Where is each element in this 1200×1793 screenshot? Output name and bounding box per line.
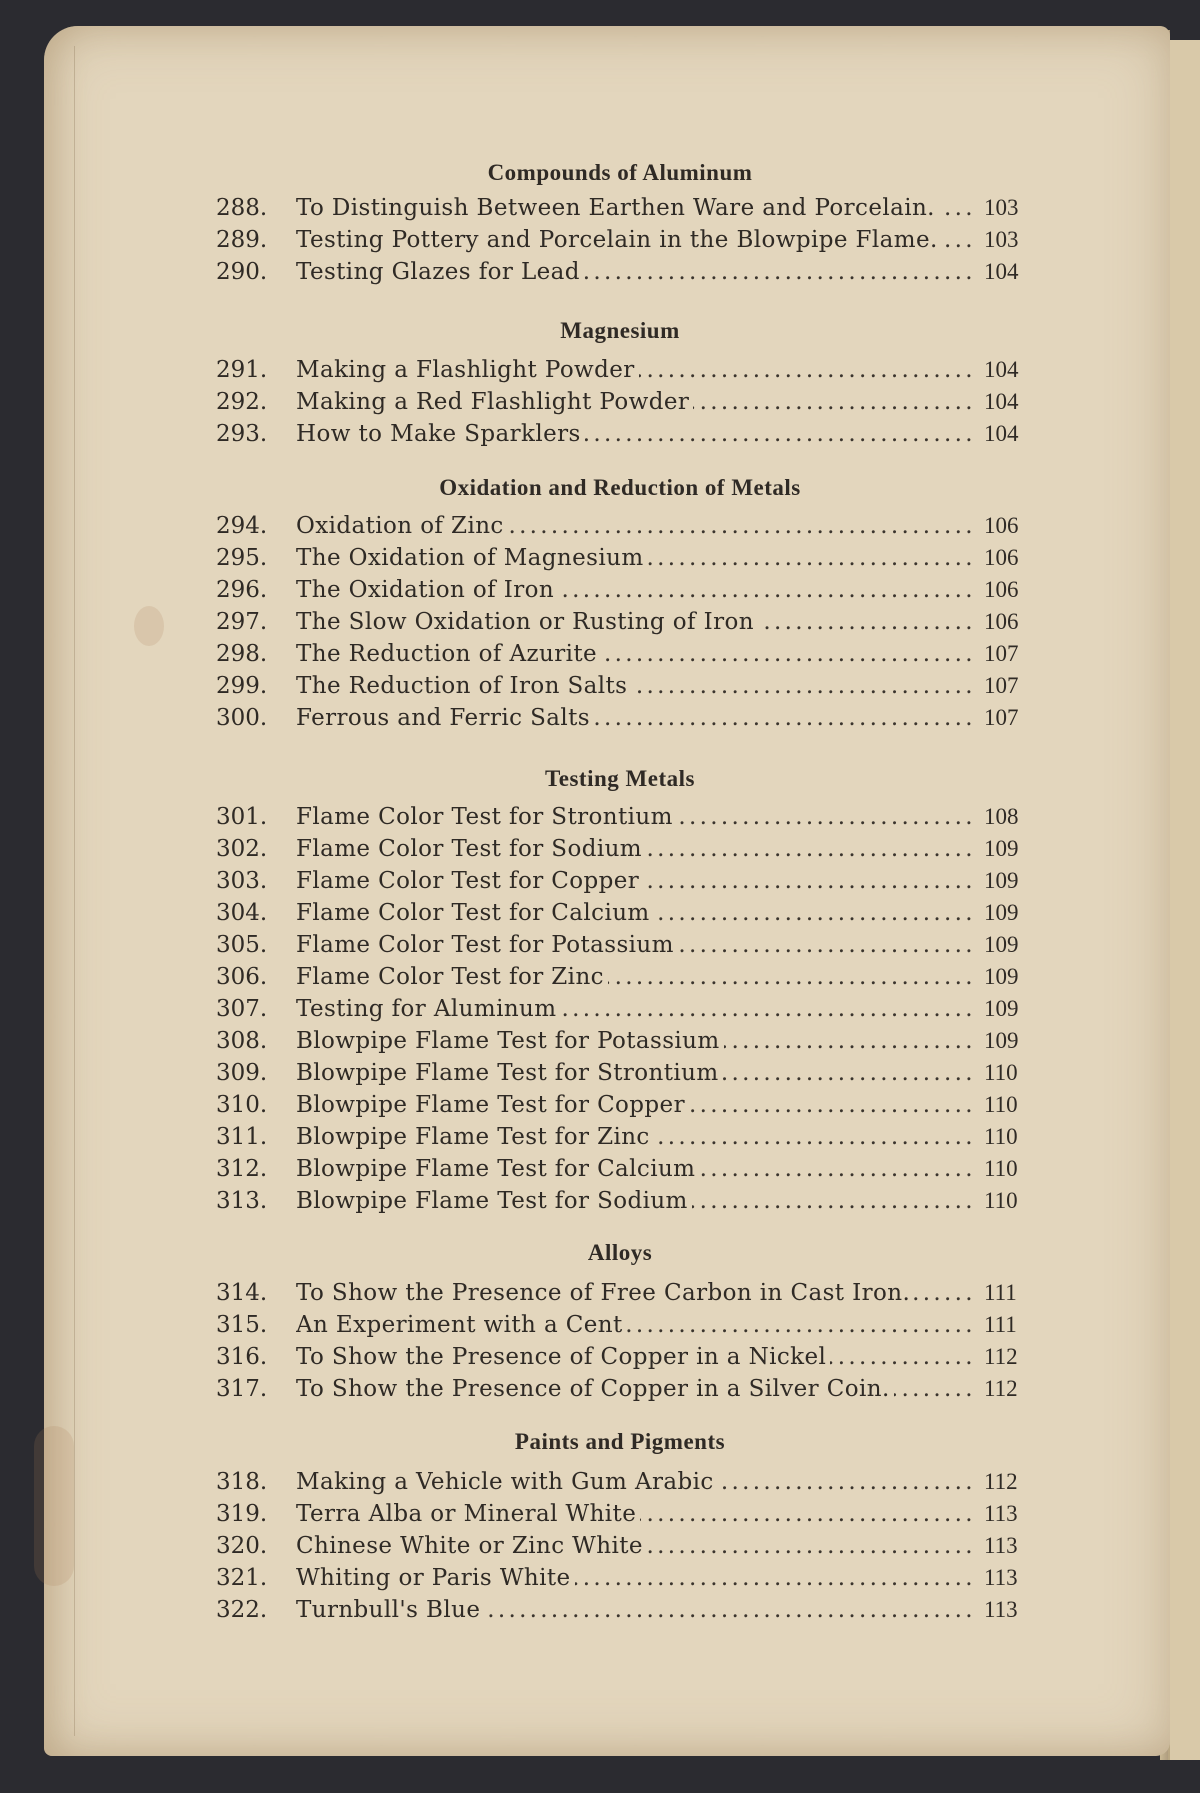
entry-number: 290. [216,259,268,285]
entry-number: 296. [216,577,268,603]
toc-entry [0,898,1200,928]
entry-number: 291. [216,357,268,383]
entry-page: 110 [984,1124,1018,1149]
entry-number: 307. [216,996,268,1022]
entry-title: Ferrous and Ferric Salts . . . [296,703,976,733]
entry-title: To Show the Presence of Copper in a Silver Coin. . . . [296,1374,976,1404]
entry-page: 106 [984,513,1019,538]
entry-number: 292. [216,389,268,415]
entry-number: 319. [216,1501,268,1527]
toc-entry [0,575,1200,605]
entry-title: Flame Color Test for Strontium . . . [296,802,976,832]
entry-page: 112 [984,1469,1018,1494]
toc-entry [0,1278,1200,1308]
entry-page: 106 [984,577,1019,602]
toc-entry [0,1374,1200,1404]
entry-title: The Reduction of Azurite . . . [296,639,976,669]
toc-entry [0,639,1200,669]
entry-title: Testing for Aluminum . . . [296,994,976,1024]
toc-entry [0,1310,1200,1340]
section-heading: Magnesium [560,318,680,343]
entry-number: 321. [216,1565,268,1591]
entry-number: 322. [216,1597,268,1623]
entry-title: Whiting or Paris White . . . [296,1563,976,1593]
toc-entry [0,1467,1200,1497]
entry-page: 110 [984,1156,1018,1181]
toc-entry [0,225,1200,255]
entry-number: 288. [216,195,268,221]
entry-page: 109 [984,964,1019,989]
entry-number: 300. [216,705,268,731]
toc-entry [0,257,1200,287]
entry-page: 103 [984,227,1019,252]
entry-page: 113 [984,1501,1018,1526]
entry-title: Blowpipe Flame Test for Sodium . . . [296,1186,976,1216]
toc-entry [0,1595,1200,1625]
entry-page: 109 [984,868,1019,893]
toc-entry [0,866,1200,896]
entry-title: Turnbull's Blue . . . [296,1595,976,1625]
toc-entry [0,834,1200,864]
entry-page: 104 [984,259,1019,284]
entry-number: 316. [216,1344,268,1370]
entry-page: 109 [984,900,1019,925]
toc-entry [0,193,1200,223]
entry-title: Making a Flashlight Powder . . . [296,355,976,385]
toc-entry [0,1186,1200,1216]
entry-title: Blowpipe Flame Test for Strontium . . . [296,1058,976,1088]
entry-title: Blowpipe Flame Test for Potassium . . . [296,1026,976,1056]
toc-entry [0,543,1200,573]
entry-number: 304. [216,900,268,926]
entry-number: 305. [216,932,268,958]
entry-page: 111 [984,1312,1017,1337]
entry-title: Making a Red Flashlight Powder . . . [296,387,976,417]
section-heading: Compounds of Aluminum [487,160,753,185]
entry-title: The Oxidation of Magnesium . . . [296,543,976,573]
toc-entry [0,703,1200,733]
entry-page: 113 [984,1597,1018,1622]
entry-number: 318. [216,1469,268,1495]
toc-entry [0,1342,1200,1372]
toc-entry [0,930,1200,960]
section-heading: Paints and Pigments [514,1429,726,1454]
toc-entry [0,802,1200,832]
toc-entry [0,1026,1200,1056]
toc-entry [0,671,1200,701]
entry-title: Chinese White or Zinc White . . . [296,1531,976,1561]
entry-title: Testing Glazes for Lead . . . [296,257,976,287]
entry-page: 106 [984,609,1019,634]
entry-title: Oxidation of Zinc . . . [296,511,976,541]
toc-entry [0,1531,1200,1561]
entry-number: 294. [216,513,268,539]
toc-entry [0,962,1200,992]
entry-number: 295. [216,545,268,571]
section-heading: Oxidation and Reduction of Metals [439,475,801,500]
toc-entry [0,355,1200,385]
toc-entry [0,1563,1200,1593]
entry-title: Flame Color Test for Zinc . . . [296,962,976,992]
entry-number: 302. [216,836,268,862]
entry-title: To Show the Presence of Copper in a Nickel . . . [296,1342,976,1372]
entry-number: 289. [216,227,268,253]
toc-entry [0,994,1200,1024]
entry-number: 317. [216,1376,268,1402]
toc-entry [0,1499,1200,1529]
entry-page: 108 [984,804,1019,829]
entry-number: 308. [216,1028,268,1054]
entry-number: 320. [216,1533,268,1559]
entry-page: 103 [984,195,1019,220]
entry-page: 109 [984,836,1019,861]
entry-page: 109 [984,1028,1019,1053]
entry-page: 107 [984,673,1019,698]
entry-title: The Slow Oxidation or Rusting of Iron . . . [296,607,976,637]
entry-number: 312. [216,1156,268,1182]
entry-number: 314. [216,1280,268,1306]
toc-entry [0,1090,1200,1120]
entry-page: 110 [984,1060,1018,1085]
entry-number: 306. [216,964,268,990]
entry-title: The Reduction of Iron Salts . . . [296,671,976,701]
entry-page: 104 [984,389,1019,414]
entry-page: 112 [984,1344,1018,1369]
entry-title: An Experiment with a Cent . . . [296,1310,976,1340]
toc-entry [0,1058,1200,1088]
entry-number: 311. [216,1124,268,1150]
entry-title: Blowpipe Flame Test for Copper . . . [296,1090,976,1120]
entry-page: 111 [984,1280,1017,1305]
entry-number: 313. [216,1188,268,1214]
entry-page: 104 [984,357,1019,382]
entry-page: 109 [984,932,1019,957]
entry-page: 104 [984,421,1019,446]
entry-title: Flame Color Test for Potassium . . . [296,930,976,960]
toc-entry [0,1154,1200,1184]
toc-entry [0,1122,1200,1152]
entry-title: To Distinguish Between Earthen Ware and Porcelain. . . . [296,193,976,223]
entry-title: Blowpipe Flame Test for Calcium . . . [296,1154,976,1184]
section-heading: Alloys [587,1240,653,1265]
entry-page: 112 [984,1376,1018,1401]
entry-page: 110 [984,1188,1018,1213]
entry-title: Terra Alba or Mineral White . . . [296,1499,976,1529]
entry-number: 309. [216,1060,268,1086]
entry-title: Flame Color Test for Copper . . . [296,866,976,896]
entry-page: 107 [984,705,1019,730]
entry-title: Flame Color Test for Sodium . . . [296,834,976,864]
entry-page: 110 [984,1092,1018,1117]
entry-page: 113 [984,1565,1018,1590]
entry-number: 301. [216,804,268,830]
entry-title: How to Make Sparklers . . . [296,419,976,449]
entry-title: Flame Color Test for Calcium . . . [296,898,976,928]
entry-page: 109 [984,996,1019,1021]
toc-entry [0,387,1200,417]
entry-number: 293. [216,421,268,447]
entry-title: The Oxidation of Iron . . . [296,575,976,605]
entry-number: 297. [216,609,268,635]
toc-entry [0,511,1200,541]
entry-title: Blowpipe Flame Test for Zinc . . . [296,1122,976,1152]
entry-page: 113 [984,1533,1018,1558]
entry-title: To Show the Presence of Free Carbon in Cast Iron. . . . [296,1278,976,1308]
entry-number: 299. [216,673,268,699]
entry-number: 310. [216,1092,268,1118]
toc-entry [0,419,1200,449]
entry-page: 107 [984,641,1019,666]
entry-number: 298. [216,641,268,667]
entry-title: Making a Vehicle with Gum Arabic . . . [296,1467,976,1497]
entry-title: Testing Pottery and Porcelain in the Blowpipe Flame. . . . [296,225,976,255]
toc-entry [0,607,1200,637]
entry-number: 303. [216,868,268,894]
section-heading: Testing Metals [545,766,695,791]
entry-number: 315. [216,1312,268,1338]
entry-page: 106 [984,545,1019,570]
